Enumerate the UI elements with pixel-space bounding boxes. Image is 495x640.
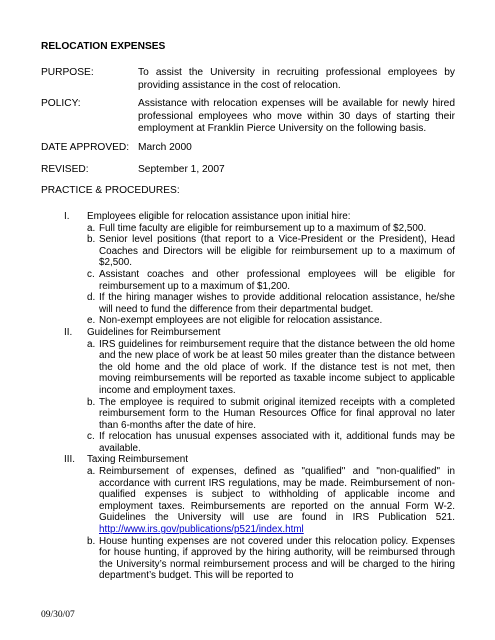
list-item [87,315,455,327]
item-letter: a. [87,466,96,478]
revised-label: REVISED: [41,164,89,175]
section-heading: Employees eligible for relocation assistance upon initial hire: [87,211,351,222]
item-text: If relocation has unusual expenses associated with it, additional funds may be available. [99,431,455,454]
purpose-row [41,67,455,92]
date-approved-label: DATE APPROVED: [41,142,130,153]
item-text: The employee is required to submit original itemized receipts with a completed reimbursement form to the Human Resources Office for final approval no later than 6-months after the date of hire. [99,396,455,431]
section-number: I. [64,211,70,222]
list-item [87,223,455,235]
purpose-label: PURPOSE: [41,67,94,78]
list-item [87,269,455,292]
item-letter: c. [87,431,95,443]
section-2 [64,327,455,455]
item-text: Assistant coaches and other professional employees will be eligible for reimbursement up to a maximum of $1,200. [99,268,455,292]
section-3 [64,454,455,582]
section-items [87,339,455,455]
list-item [87,466,455,536]
list-item [87,234,455,269]
section-items [87,223,455,327]
date-approved-row [41,142,455,155]
list-item [87,397,455,432]
purpose-text: To assist the University in recruiting professional employees by providing assistance in the cost of relocation. [138,67,455,91]
policy-text: Assistance with relocation expenses will be available for newly hired professional employees who move within 30 days of starting their employment at Franklin Pierce University on the following basis. [138,98,455,135]
revised-row [41,164,455,177]
item-text: If the hiring manager wishes to provide additional relocation assistance, he/she will need to fund the difference from their departmental budget. [99,292,455,315]
list-item [87,339,455,397]
section-number: III. [64,454,75,466]
policy-row [41,98,455,136]
item-letter: c. [87,268,95,280]
item-text: Senior level positions (that report to a Vice-President or the President), Head Coaches and Directors will be eligible for reimbursement up to a maximum of $2,500. [99,234,455,269]
list-item [87,431,455,454]
item-letter: b. [87,535,96,547]
date-approved-value: March 2000 [138,142,192,153]
item-text: Full time faculty are eligible for reimbursement up to a maximum of $2,500. [99,222,427,234]
list-item [87,536,455,582]
item-letter: a. [87,338,96,350]
practice-heading: PRACTICE & PROCEDURES: [41,185,180,196]
section-heading: Taxing Reimbursement [87,454,188,466]
revised-value: September 1, 2007 [138,164,225,175]
document-title: RELOCATION EXPENSES [41,41,166,52]
item-letter: a. [87,222,96,234]
item-letter: d. [87,292,96,304]
item-text: House hunting expenses are not covered under this relocation policy. Expenses for house hunting, if approved by the hiring authority, will be reimbursed through the University’s normal reimbursement process and will be charged to the hiring department’s budget. This will be reported to [99,535,455,582]
policy-label: POLICY: [41,98,81,109]
section-number: II. [64,326,73,338]
procedures-outline [64,211,455,582]
section-heading: Guidelines for Reimbursement [87,326,221,338]
item-text: Non-exempt employees are not eligible for relocation assistance. [99,315,383,327]
item-letter: b. [87,396,96,408]
section-items [87,466,455,582]
item-letter: e. [87,315,96,327]
item-text: IRS guidelines for reimbursement require that the distance between the old home and the new place of work be at least 50 miles greater than the distance between the old home and the old place of work. If the distance test is not met, then moving reimbursements will be reported as taxable income subject to applicable income and employment taxes. [99,338,455,396]
item-letter: b. [87,234,96,246]
section-1 [64,211,455,327]
list-item [87,292,455,315]
item-text: Reimbursement of expenses, defined as "qualified" and "non-qualified" in accordance with current IRS regulations, may be made. Reimbursement of non-qualified expenses is subject to withholding of applicable income and employment taxes. Reimbursements are reported on the annual Form W-2. Guidelines the University will use are found in IRS Publication 521. [99,466,455,524]
irs-publication-link[interactable]: http://www.irs.gov/publications/p521/index.html [99,524,304,536]
footer-date: 09/30/07 [41,610,75,620]
